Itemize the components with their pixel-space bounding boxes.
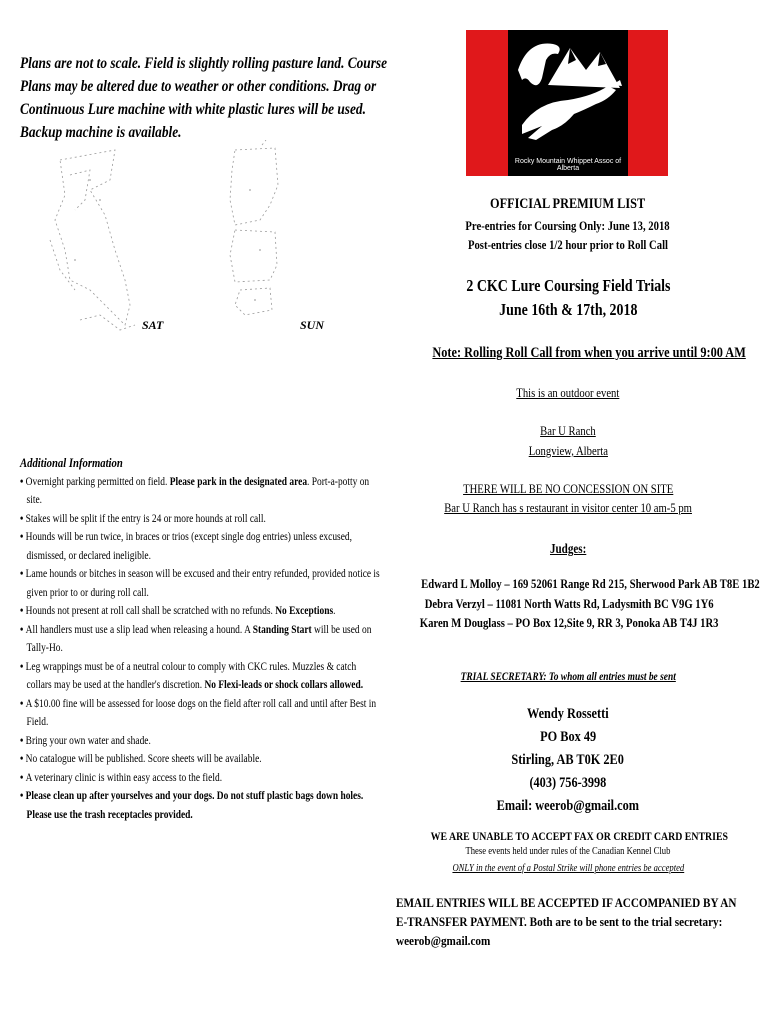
item-text: Overnight parking permitted on field. (25, 475, 170, 488)
item-bold-text: Please park in the designated area (169, 475, 308, 488)
item-bold-text: No Exceptions (275, 605, 334, 617)
bullet-icon: • (20, 734, 26, 747)
no-fax-note: WE ARE UNABLE TO ACCEPT FAX OR CREDIT CARD ENTRIES (430, 829, 729, 843)
item-after-text: will be used on Tally-Ho. (26, 623, 372, 654)
bullet-icon: • (20, 697, 26, 710)
item-text: Leg wrappings must be of a neutral colour to comply with CKC rules. Muzzles & catch collars may be used at the handler's discretion. (25, 660, 357, 691)
item-bold-text: No Flexi-leads or shock collars allowed. (204, 679, 364, 691)
item-text: A veterinary clinic is within easy access to the field. (25, 771, 223, 784)
email-entries-line: weerob@gmail.com (396, 933, 491, 948)
venue-location: Longview, Alberta (528, 443, 608, 458)
email-entries-note (396, 893, 740, 950)
judge-2: Debra Verzyl – 11081 North Watts Rd, Ladysmith BC V9G 1Y6 (424, 596, 714, 611)
logo-caption: Rocky Mountain Whippet Assoc of Alberta (514, 158, 622, 172)
intro-line: Backup machine is available. (20, 124, 182, 141)
intro-line: Plans are not to scale. Field is slightly rolling pasture land. Course (20, 55, 388, 72)
list-item (20, 732, 381, 751)
event-dates: June 16th & 17th, 2018 (498, 300, 638, 319)
pre-entries: Pre-entries for Coursing Only: June 13, 2018 (465, 218, 671, 233)
item-text: Hounds will be run twice, in braces or trios (except single dog entries) unless excused, dismissed, or declared ineligible. (25, 531, 352, 562)
list-item (20, 565, 381, 602)
bullet-icon: • (20, 512, 26, 525)
item-text: All handlers must use a slip lead when releasing a hound. A (25, 623, 253, 636)
additional-list (20, 473, 381, 806)
list-item (20, 787, 381, 806)
judge-3: Karen M Douglass – PO Box 12,Site 9, RR 3, Ponoka AB T4J 1R3 (419, 615, 719, 630)
additional-heading: Additional Information (20, 455, 123, 470)
secretary-heading: TRIAL SECRETARY: To whom all entries must be sent (460, 671, 676, 683)
email-entries-line: EMAIL ENTRIES WILL BE ACCEPTED IF ACCOMPANIED BY AN (396, 895, 737, 910)
list-item (20, 473, 381, 510)
no-concession: THERE WILL BE NO CONCESSION ON SITE (462, 481, 674, 496)
sat-label: SAT (142, 318, 164, 332)
judge-1: Edward L Molloy – 169 52061 Range Rd 215, Sherwood Park AB T8E 1B2 (421, 576, 760, 591)
secretary-po-box: PO Box 49 (539, 729, 597, 745)
item-text: Lame hounds or bitches in season will be excused and their entry refunded, provided notice is given prior to or during roll call. (25, 568, 380, 599)
intro-line: Continuous Lure machine with white plastic lures will be used. (20, 101, 366, 118)
bullet-icon: • (20, 531, 26, 543)
item-text: Bring your own water and shade. (25, 734, 151, 747)
bullet-icon: • (20, 753, 26, 765)
logo-red-band-left (466, 30, 508, 176)
list-item (20, 769, 381, 788)
logo-red-band-right (628, 30, 668, 176)
bullet-icon: • (20, 623, 26, 636)
list-item (20, 750, 381, 769)
ckc-rules-note: These events held under rules of the Canadian Kennel Club (465, 846, 671, 857)
list-item (20, 658, 381, 695)
list-item (20, 695, 381, 732)
course-plan-note (20, 52, 388, 144)
list-item (20, 621, 381, 658)
item-text: No catalogue will be published. Score sheets will be available. (25, 753, 262, 765)
roll-call-note: Note: Rolling Roll Call from when you arrive until 9:00 AM (432, 345, 746, 361)
secretary-email: Email: weerob@gmail.com (496, 798, 640, 814)
trash-note: Please use the trash receptacles provided. (26, 808, 193, 821)
list-item (20, 528, 381, 565)
restaurant-note: Bar U Ranch has s restaurant in visitor center 10 am-5 pm (444, 500, 692, 515)
bullet-icon: • (20, 660, 26, 673)
item-text: A $10.00 fine will be assessed for loose dogs on the field after roll call and until after Best in Field. (25, 697, 377, 728)
outdoor-note: This is an outdoor event (516, 385, 620, 400)
secretary-name: Wendy Rossetti (527, 706, 609, 722)
item-after-text: . Port-a-potty on site. (26, 475, 370, 506)
item-text: Stakes will be split if the entry is 24 or more hounds at roll call. (25, 512, 266, 525)
club-logo (466, 30, 668, 176)
event-title: 2 CKC Lure Coursing Field Trials (465, 276, 671, 295)
item-bold-text: Standing Start (252, 623, 312, 636)
bullet-icon: • (20, 790, 26, 802)
item-text: Hounds not present at roll call shall be scratched with no refunds. (25, 605, 276, 617)
postal-strike-note: ONLY in the event of a Postal Strike will phone entries be accepted (452, 863, 684, 874)
bullet-icon: • (20, 605, 26, 617)
email-entries-line: E-TRANSFER PAYMENT. Both are to be sent to the trial secretary: (396, 914, 723, 929)
additional-information (20, 454, 460, 824)
bullet-icon: • (20, 568, 26, 580)
sun-label: SUN (300, 318, 325, 332)
post-entries: Post-entries close 1/2 hour prior to Roll Call (467, 237, 669, 252)
item-bold-text: Please clean up after yourselves and your dogs. Do not stuff plastic bags down holes. (25, 790, 364, 802)
list-item (20, 602, 381, 621)
bullet-icon: • (20, 475, 26, 488)
secretary-phone: (403) 756-3998 (529, 775, 607, 791)
list-item (20, 510, 381, 529)
running-dogs-mountains-icon (508, 30, 628, 158)
premium-title: OFFICIAL PREMIUM LIST (490, 196, 646, 212)
secretary-city: Stirling, AB T0K 2E0 (511, 752, 625, 768)
venue-name: Bar U Ranch (540, 423, 596, 438)
item-after-text: . (333, 605, 336, 617)
field-maps (30, 140, 350, 355)
bullet-icon: • (20, 771, 26, 784)
judges-heading: Judges: (549, 541, 587, 556)
intro-line: Plans may be altered due to weather or other conditions. Drag or (20, 78, 377, 95)
